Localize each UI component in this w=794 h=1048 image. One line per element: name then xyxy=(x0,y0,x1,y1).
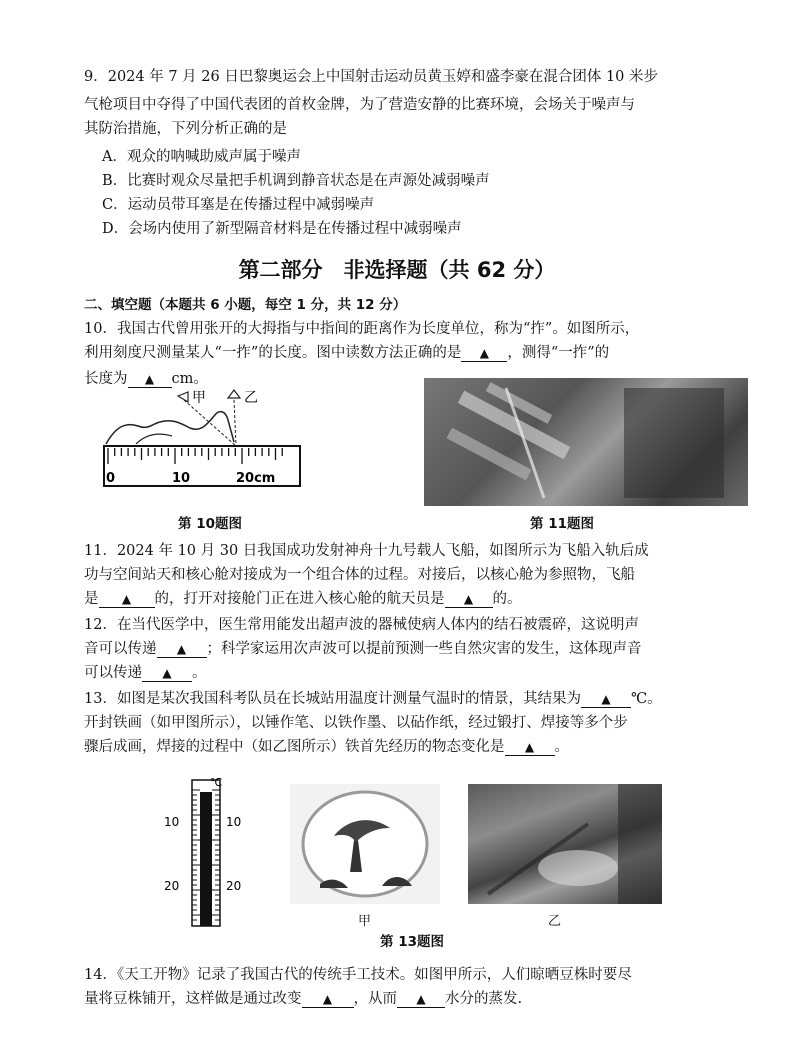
answer-blank[interactable]: ▲ xyxy=(99,591,155,608)
answer-blank[interactable]: ▲ xyxy=(505,739,555,756)
q11-stem-line3 xyxy=(84,588,522,610)
q14-stem-line2 xyxy=(84,988,522,1010)
q9-option-d: D．会场内使用了新型隔音材料是在传播过程中减弱噪声 xyxy=(102,221,462,237)
q12-line2-text-a: 音可以传递 xyxy=(84,641,157,657)
ruler-label-0: 0 xyxy=(106,471,116,486)
q13-stem-line1 xyxy=(84,688,662,710)
q13-stem-line2: 开封铁画（如甲图所示），以锤作笔、以铁作墨、以砧作纸，经过锻打、焊接等多个步 xyxy=(84,715,628,731)
q10-stem-line2 xyxy=(84,342,609,364)
figure-13-label-yi: 乙 xyxy=(548,914,562,929)
answer-blank[interactable]: ▲ xyxy=(128,371,172,388)
figure-13-welding-photo xyxy=(468,784,662,904)
q12-line2-text-b: ；科学家运用次声波可以提前预测一些自然灾害的发生，这体现声音 xyxy=(206,641,642,657)
thermometer-right-10: 10 xyxy=(226,815,242,829)
q13-line3-text-b: 。 xyxy=(554,739,569,755)
q12-line3-text-a: 可以传递 xyxy=(84,665,142,681)
ruler-label-10: 10 xyxy=(172,471,191,486)
q9-option-a: A．观众的呐喊助威声属于噪声 xyxy=(102,149,301,165)
q13-stem-line3 xyxy=(84,736,569,758)
q13-line1-text-a: 13．如图是某次我国科考队员在长城站用温度计测量气温时的情景，其结果为 xyxy=(84,691,581,707)
figure-10-ruler-diagram xyxy=(96,386,306,494)
answer-blank[interactable]: ▲ xyxy=(302,991,354,1008)
q11-line3-text-b: 的，打开对接舱门正在进入核心舱的航天员是 xyxy=(154,591,445,607)
figure-11-space-station-photo xyxy=(424,378,748,506)
iron-painting-plate xyxy=(290,784,440,904)
q10-line3-text-b: cm。 xyxy=(171,371,208,387)
finger-crease xyxy=(136,434,172,444)
thermometer-left-20: 20 xyxy=(164,879,180,893)
answer-blank[interactable]: ▲ xyxy=(581,691,631,708)
section-subheading: 二、填空题（本题共 6 小题，每空 1 分，共 12 分） xyxy=(84,297,407,313)
q12-stem-line1: 12．在当代医学中，医生常用能发出超声波的器械使病人体内的结石被震碎，这说明声 xyxy=(84,617,639,633)
q11-stem-line2: 功与空间站天和核心舱对接成为一个组合体的过程。对接后，以核心舱为参照物，飞船 xyxy=(84,567,635,583)
figure-13-caption: 第 13题图 xyxy=(380,934,444,950)
label-yi: 乙 xyxy=(244,390,258,406)
eye-icon xyxy=(228,390,240,398)
q12-stem-line3 xyxy=(84,662,207,684)
q11-stem-line1: 11．2024 年 10 月 30 日我国成功发射神舟十九号载人飞船，如图所示为飞船入轨后成 xyxy=(84,543,649,559)
figure-13-iron-painting-photo xyxy=(290,784,440,904)
q11-line3-text-a: 是 xyxy=(84,591,99,607)
figure-11-caption: 第 11题图 xyxy=(530,516,594,532)
q14-stem-line1: 14．《天工开物》记录了我国古代的传统手工技术。如图甲所示，人们晾晒豆株时要尽 xyxy=(84,967,632,983)
thermometer-liquid-column xyxy=(200,792,212,926)
q13-line1-text-b: ℃。 xyxy=(630,691,662,707)
q14-line2-text-a: 量将豆株铺开，这样做是通过改变 xyxy=(84,991,302,1007)
q10-line3-text-a: 长度为 xyxy=(84,371,128,387)
q9-option-b: B．比赛时观众尽量把手机调到静音状态是在声源处减弱噪声 xyxy=(102,173,490,189)
q9-stem-line1: 9．2024 年 7 月 26 日巴黎奥运会上中国射击运动员黄玉婷和盛李豪在混合团体 10 米步 xyxy=(84,69,659,85)
answer-blank[interactable]: ▲ xyxy=(142,665,192,682)
q14-line2-text-b: ，从而 xyxy=(353,991,397,1007)
space-station-sketch xyxy=(424,378,748,506)
figure-13-thermometer xyxy=(154,772,254,928)
thermometer-right-20: 20 xyxy=(226,879,242,893)
label-jia: 甲 xyxy=(192,390,206,406)
q10-line2-text-a: 利用刻度尺测量某人“一拃”的长度。图中读数方法正确的是 xyxy=(84,345,462,361)
q12-stem-line2 xyxy=(84,638,642,660)
welding-scene-sketch xyxy=(468,784,662,904)
thermometer-left-10: 10 xyxy=(164,815,180,829)
answer-blank[interactable]: ▲ xyxy=(157,641,207,658)
figure-13-label-jia: 甲 xyxy=(358,914,372,929)
q13-line3-text-a: 骤后成画，焊接的过程中（如乙图所示）铁首先经历的物态变化是 xyxy=(84,739,505,755)
eye-icon xyxy=(178,392,188,402)
q10-stem-line1: 10．我国古代曾用张开的大拇指与中指间的距离作为长度单位，称为“拃”。如图所示， xyxy=(84,321,640,337)
ruler-label-20cm: 20cm xyxy=(236,471,276,486)
answer-blank[interactable]: ▲ xyxy=(397,991,445,1008)
q9-option-c: C．运动员带耳塞是在传播过程中减弱噪声 xyxy=(102,197,375,213)
answer-blank[interactable]: ▲ xyxy=(461,345,507,362)
section-title: 第二部分 非选择题（共 62 分） xyxy=(238,258,556,282)
thermometer-unit: ℃ xyxy=(210,776,223,789)
figure-10-caption: 第 10题图 xyxy=(178,516,242,532)
q12-line3-text-b: 。 xyxy=(192,665,207,681)
answer-blank[interactable]: ▲ xyxy=(445,591,493,608)
q14-line2-text-c: 水分的蒸发. xyxy=(445,991,523,1007)
q9-stem-line3: 其防治措施，下列分析正确的是 xyxy=(84,121,287,137)
q11-line3-text-c: 的。 xyxy=(492,591,522,607)
q9-stem-line2: 气枪项目中夺得了中国代表团的首枚金牌，为了营造安静的比赛环境，会场关于噪声与 xyxy=(84,97,635,113)
q10-line2-text-b: ，测得“一拃”的 xyxy=(507,345,610,361)
sight-line-yi xyxy=(234,400,236,446)
